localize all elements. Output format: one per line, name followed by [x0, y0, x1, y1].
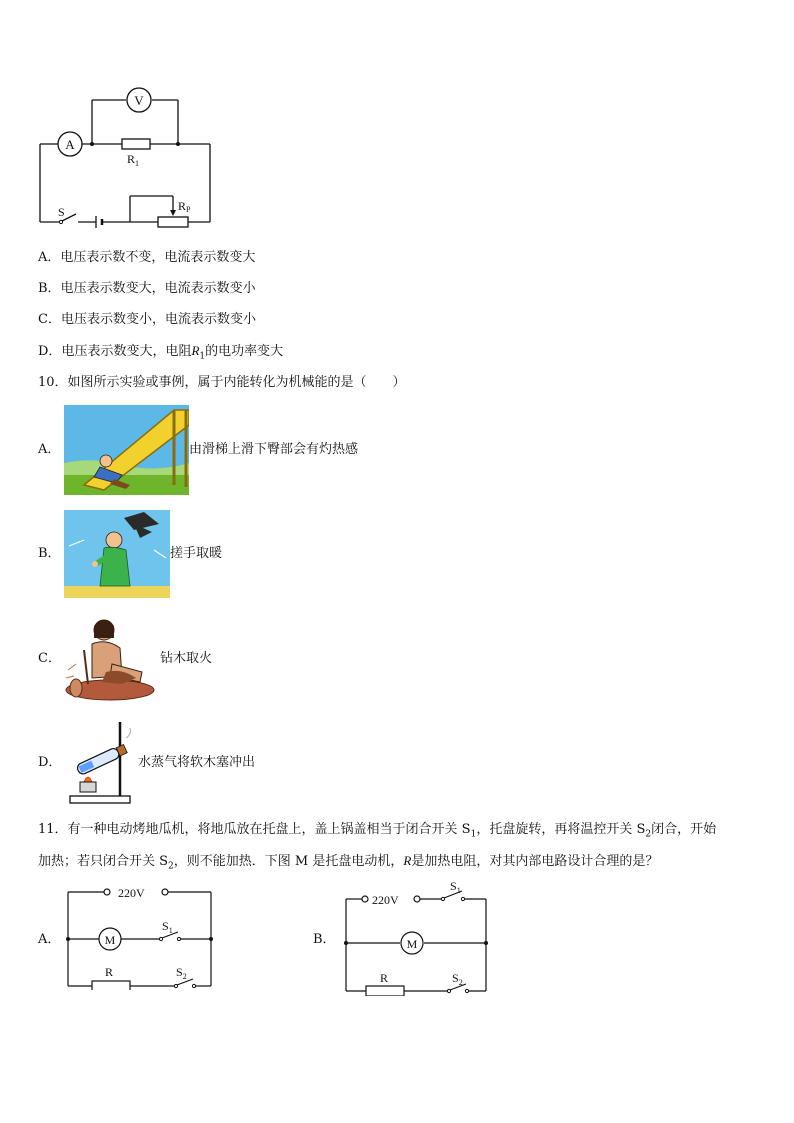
- q11-stem-line2: [38, 853, 658, 875]
- switch-label: S: [58, 205, 65, 219]
- q10-option-c-caption: 钻木取火: [160, 651, 213, 666]
- switch2-label: $S_2$: [452, 971, 463, 987]
- rubbing-hands-picture: [64, 510, 170, 598]
- steam-cork-picture: [66, 718, 136, 806]
- switch2-label: $S_2$: [176, 965, 187, 981]
- q10-option-a-label: A．: [38, 442, 61, 457]
- voltmeter-label: V: [134, 93, 144, 108]
- q10-option-b-caption: 搓手取暖: [170, 546, 223, 561]
- option-label: C．: [38, 312, 61, 327]
- option-text: 电压表示数变大，电流表示数变小: [60, 281, 256, 296]
- q10-option-a-caption: 由滑梯上滑下臀部会有灼热感: [189, 442, 359, 457]
- resistor-label: R: [380, 971, 389, 985]
- voltmeter-symbol: [127, 88, 151, 112]
- switch1-label: $S_1$: [162, 919, 173, 935]
- q9-option-b: [38, 281, 256, 297]
- option-text: 电压表示数不变，电流表示数变大: [60, 250, 256, 265]
- q10-option-d-caption: 水蒸气将软木塞冲出: [138, 755, 256, 770]
- q11-stem-line1: [38, 822, 716, 843]
- motor-symbol: [99, 928, 121, 950]
- q10-option-b-label: B．: [38, 546, 61, 561]
- option-label: B．: [38, 281, 61, 296]
- option-label: A．: [38, 250, 61, 265]
- q11-option-b-label: B．: [313, 932, 336, 947]
- q10-stem: 10．如图所示实验或事例，属于内能转化为机械能的是（ ）: [38, 375, 406, 390]
- q9-option-a: [38, 250, 255, 266]
- resistor-symbol: R: [191, 343, 200, 358]
- q9-option-c: [38, 312, 256, 328]
- stem-text: ，托盘旋转，再将温控开关 S: [476, 822, 646, 837]
- q9-option-d: [38, 343, 283, 365]
- option-text-tail: 的电功率变大: [205, 344, 284, 359]
- drilling-wood-picture: [62, 614, 160, 706]
- stem-text: ，则不能加热．下图 M 是托盘电动机，: [173, 854, 404, 869]
- stem-text: 是加热电阻，对其内部电路设计合理的是？: [411, 854, 659, 869]
- circuit-diagram-q11-b: [338, 878, 493, 996]
- stem-subscript: 2: [645, 829, 652, 840]
- switch1-label: $S_1$: [450, 879, 461, 895]
- stem-text: 11．有一种电动烤地瓜机，将地瓜放在托盘上，盖上锅盖相当于闭合开关 S: [38, 822, 471, 837]
- circuit-diagram-q11-a: [62, 880, 217, 990]
- stem-subscript: 1: [470, 829, 477, 840]
- option-text: 电压表示数变大，电阻: [61, 344, 192, 359]
- voltage-label: 220V: [372, 893, 399, 907]
- stem-text: 闭合，开始: [651, 822, 717, 837]
- motor-label: M: [406, 937, 418, 951]
- motor-symbol: [401, 932, 423, 954]
- resistor-label: R: [105, 965, 114, 979]
- q10-option-c-label: C．: [38, 651, 61, 666]
- stem-subscript: 2: [168, 861, 174, 872]
- stem-text: 加热；若只闭合开关 S: [38, 854, 169, 869]
- ammeter-symbol: [58, 132, 82, 156]
- motor-label: M: [104, 933, 116, 947]
- resistor-label: $R_1$: [127, 152, 140, 168]
- ammeter-label: A: [65, 137, 75, 152]
- resistor-symbol: R: [403, 853, 412, 868]
- circuit-diagram-q9: [30, 80, 230, 235]
- option-text: 电压表示数变小，电流表示数变小: [60, 312, 256, 327]
- q10-option-d-label: D．: [38, 755, 62, 770]
- rheostat-label: RP: [178, 199, 191, 214]
- option-label: D．: [38, 344, 62, 359]
- slide-picture: [64, 405, 189, 495]
- resistor-subscript: 1: [199, 351, 206, 362]
- voltage-label: 220V: [118, 886, 145, 900]
- q11-option-a-label: A．: [38, 932, 61, 947]
